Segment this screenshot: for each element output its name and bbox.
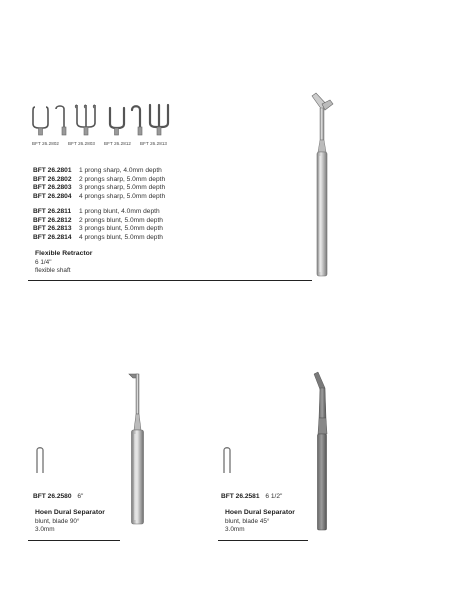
spec-row — [33, 217, 163, 226]
tip-label: BFT 26.2813 — [140, 141, 168, 146]
item-description: 2 prongs sharp, 5.0mm depth — [79, 175, 166, 183]
item-size: 6" — [77, 493, 84, 500]
tip-label: BFT 26.2812 — [104, 141, 132, 146]
retractor-tip-icon-2802 — [30, 104, 52, 136]
product-width: 3.0mm — [35, 526, 55, 533]
spec-list-blunt — [33, 208, 163, 242]
product-note: blunt, blade 45° — [225, 518, 270, 525]
section-divider — [28, 540, 120, 541]
hoen-dural-separator-45-icon — [304, 370, 344, 535]
retractor-tip-icon-blunt-hook — [129, 103, 143, 137]
item-description: 3 prongs blunt, 5.0mm depth — [79, 225, 163, 233]
spec-row — [33, 167, 165, 176]
product-title: Hoen Dural Separator — [225, 509, 295, 516]
spec-row — [33, 208, 163, 217]
item-description: 4 prongs sharp, 5.0mm depth — [79, 192, 166, 200]
spec-row — [33, 176, 165, 185]
item-code: BFT 26.2812 — [33, 216, 72, 224]
item-code: BFT 26.2801 — [33, 167, 72, 174]
section-divider — [28, 280, 312, 281]
tip-label: BFT 26.2802 — [32, 141, 60, 146]
blade-tip-45-icon — [222, 446, 232, 474]
product-width: 3.0mm — [225, 526, 245, 533]
item-description: 1 prong blunt, 4.0mm depth — [79, 208, 160, 215]
item-size: 6 1/2" — [265, 493, 283, 500]
spec-row — [33, 225, 163, 234]
flexible-retractor-icon — [300, 92, 340, 282]
tip-label: BFT 26.2803 — [68, 141, 96, 146]
spec-list-sharp — [33, 167, 165, 201]
item-code-row — [33, 493, 83, 500]
item-code: BFT 26.2802 — [33, 175, 72, 183]
spec-row — [33, 234, 163, 243]
spec-row — [33, 184, 165, 193]
item-code-row — [221, 493, 282, 500]
retractor-tip-icon-hook — [53, 103, 67, 137]
blade-tip-90-icon — [35, 446, 45, 474]
item-code: BFT 26.2803 — [33, 184, 72, 192]
product-note: flexible shaft — [35, 267, 71, 274]
item-code: BFT 26.2581 — [221, 493, 260, 500]
product-size: 6 1/4" — [35, 259, 52, 266]
section-divider — [218, 540, 308, 541]
item-description: 1 prong sharp, 4.0mm depth — [79, 167, 162, 174]
spec-row — [33, 193, 165, 202]
item-code: BFT 26.2580 — [33, 493, 72, 500]
item-description: 3 prongs sharp, 5.0mm depth — [79, 184, 166, 192]
product-note: blunt, blade 90° — [35, 518, 80, 525]
product-title: Flexible Retractor — [35, 250, 93, 257]
item-description: 2 prongs blunt, 5.0mm depth — [79, 216, 163, 224]
product-title: Hoen Dural Separator — [35, 509, 105, 516]
item-description: 4 prongs blunt, 5.0mm depth — [79, 233, 163, 241]
item-code: BFT 26.2813 — [33, 225, 72, 233]
item-code: BFT 26.2804 — [33, 192, 72, 200]
retractor-tip-icon-2813 — [146, 101, 172, 137]
hoen-dural-separator-90-icon — [118, 370, 158, 530]
item-code: BFT 26.2814 — [33, 233, 72, 241]
retractor-tip-icon-2812 — [106, 104, 128, 136]
item-code: BFT 26.2811 — [33, 208, 72, 215]
retractor-tip-icon-2803 — [73, 101, 99, 137]
